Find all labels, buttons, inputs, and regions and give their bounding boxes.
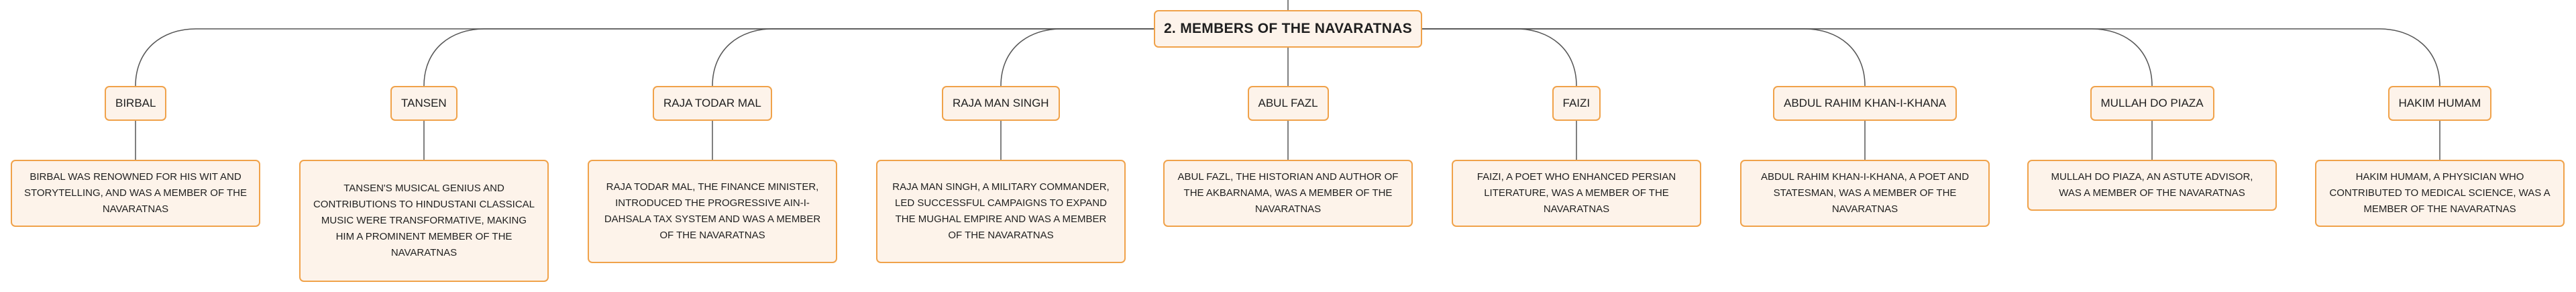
description-node-abul-fazl[interactable]: ABUL FAZL, THE HISTORIAN AND AUTHOR OF THE AKBARNAMA, WAS A MEMBER OF THE NAVARATNAS <box>1163 160 1413 227</box>
description-node-birbal[interactable]: BIRBAL WAS RENOWNED FOR HIS WIT AND STORYTELLING, AND WAS A MEMBER OF THE NAVARATNAS <box>11 160 260 227</box>
connector-root-member <box>424 29 1154 86</box>
description-node-raja-man-singh[interactable]: RAJA MAN SINGH, A MILITARY COMMANDER, LED SUCCESSFUL CAMPAIGNS TO EXPAND THE MUGHAL EMPIRE AND WAS A MEMBER OF THE NAVARATNAS <box>876 160 1126 263</box>
member-node-birbal[interactable]: BIRBAL <box>105 86 166 121</box>
member-node-hakim-humam[interactable]: HAKIM HUMAM <box>2388 86 2492 121</box>
description-node-abdul-rahim-khan-i-khana[interactable]: ABDUL RAHIM KHAN-I-KHANA, A POET AND STATESMAN, WAS A MEMBER OF THE NAVARATNAS <box>1740 160 1990 227</box>
connector-root-member <box>712 29 1154 86</box>
member-node-raja-man-singh[interactable]: RAJA MAN SINGH <box>942 86 1060 121</box>
member-node-abul-fazl[interactable]: ABUL FAZL <box>1248 86 1329 121</box>
description-node-faizi[interactable]: FAIZI, A POET WHO ENHANCED PERSIAN LITERATURE, WAS A MEMBER OF THE NAVARATNAS <box>1452 160 1701 227</box>
member-node-faizi[interactable]: FAIZI <box>1552 86 1601 121</box>
description-node-raja-todar-mal[interactable]: RAJA TODAR MAL, THE FINANCE MINISTER, INTRODUCED THE PROGRESSIVE AIN-I-DAHSALA TAX SYSTEM AND WAS A MEMBER OF THE NAVARATNAS <box>588 160 837 263</box>
connector-root-member <box>1001 29 1154 86</box>
member-node-abdul-rahim-khan-i-khana[interactable]: ABDUL RAHIM KHAN-I-KHANA <box>1773 86 1957 121</box>
description-node-hakim-humam[interactable]: HAKIM HUMAM, A PHYSICIAN WHO CONTRIBUTED TO MEDICAL SCIENCE, WAS A MEMBER OF THE NAVARATNAS <box>2315 160 2565 227</box>
description-node-tansen[interactable]: TANSEN'S MUSICAL GENIUS AND CONTRIBUTIONS TO HINDUSTANI CLASSICAL MUSIC WERE TRANSFORMATIVE, MAKING HIM A PROMINENT MEMBER OF THE NAVARATNAS <box>299 160 549 282</box>
root-node-title[interactable]: 2. MEMBERS OF THE NAVARATNAS <box>1154 10 1422 48</box>
connector-root-member <box>1422 29 2152 86</box>
member-node-mullah-do-piaza[interactable]: MULLAH DO PIAZA <box>2090 86 2214 121</box>
connector-root-member <box>1422 29 1576 86</box>
connector-root-member <box>1422 29 2440 86</box>
member-node-tansen[interactable]: TANSEN <box>390 86 458 121</box>
member-node-raja-todar-mal[interactable]: RAJA TODAR MAL <box>653 86 772 121</box>
description-node-mullah-do-piaza[interactable]: MULLAH DO PIAZA, AN ASTUTE ADVISOR, WAS A MEMBER OF THE NAVARATNAS <box>2027 160 2277 211</box>
connector-root-member <box>1422 29 1865 86</box>
